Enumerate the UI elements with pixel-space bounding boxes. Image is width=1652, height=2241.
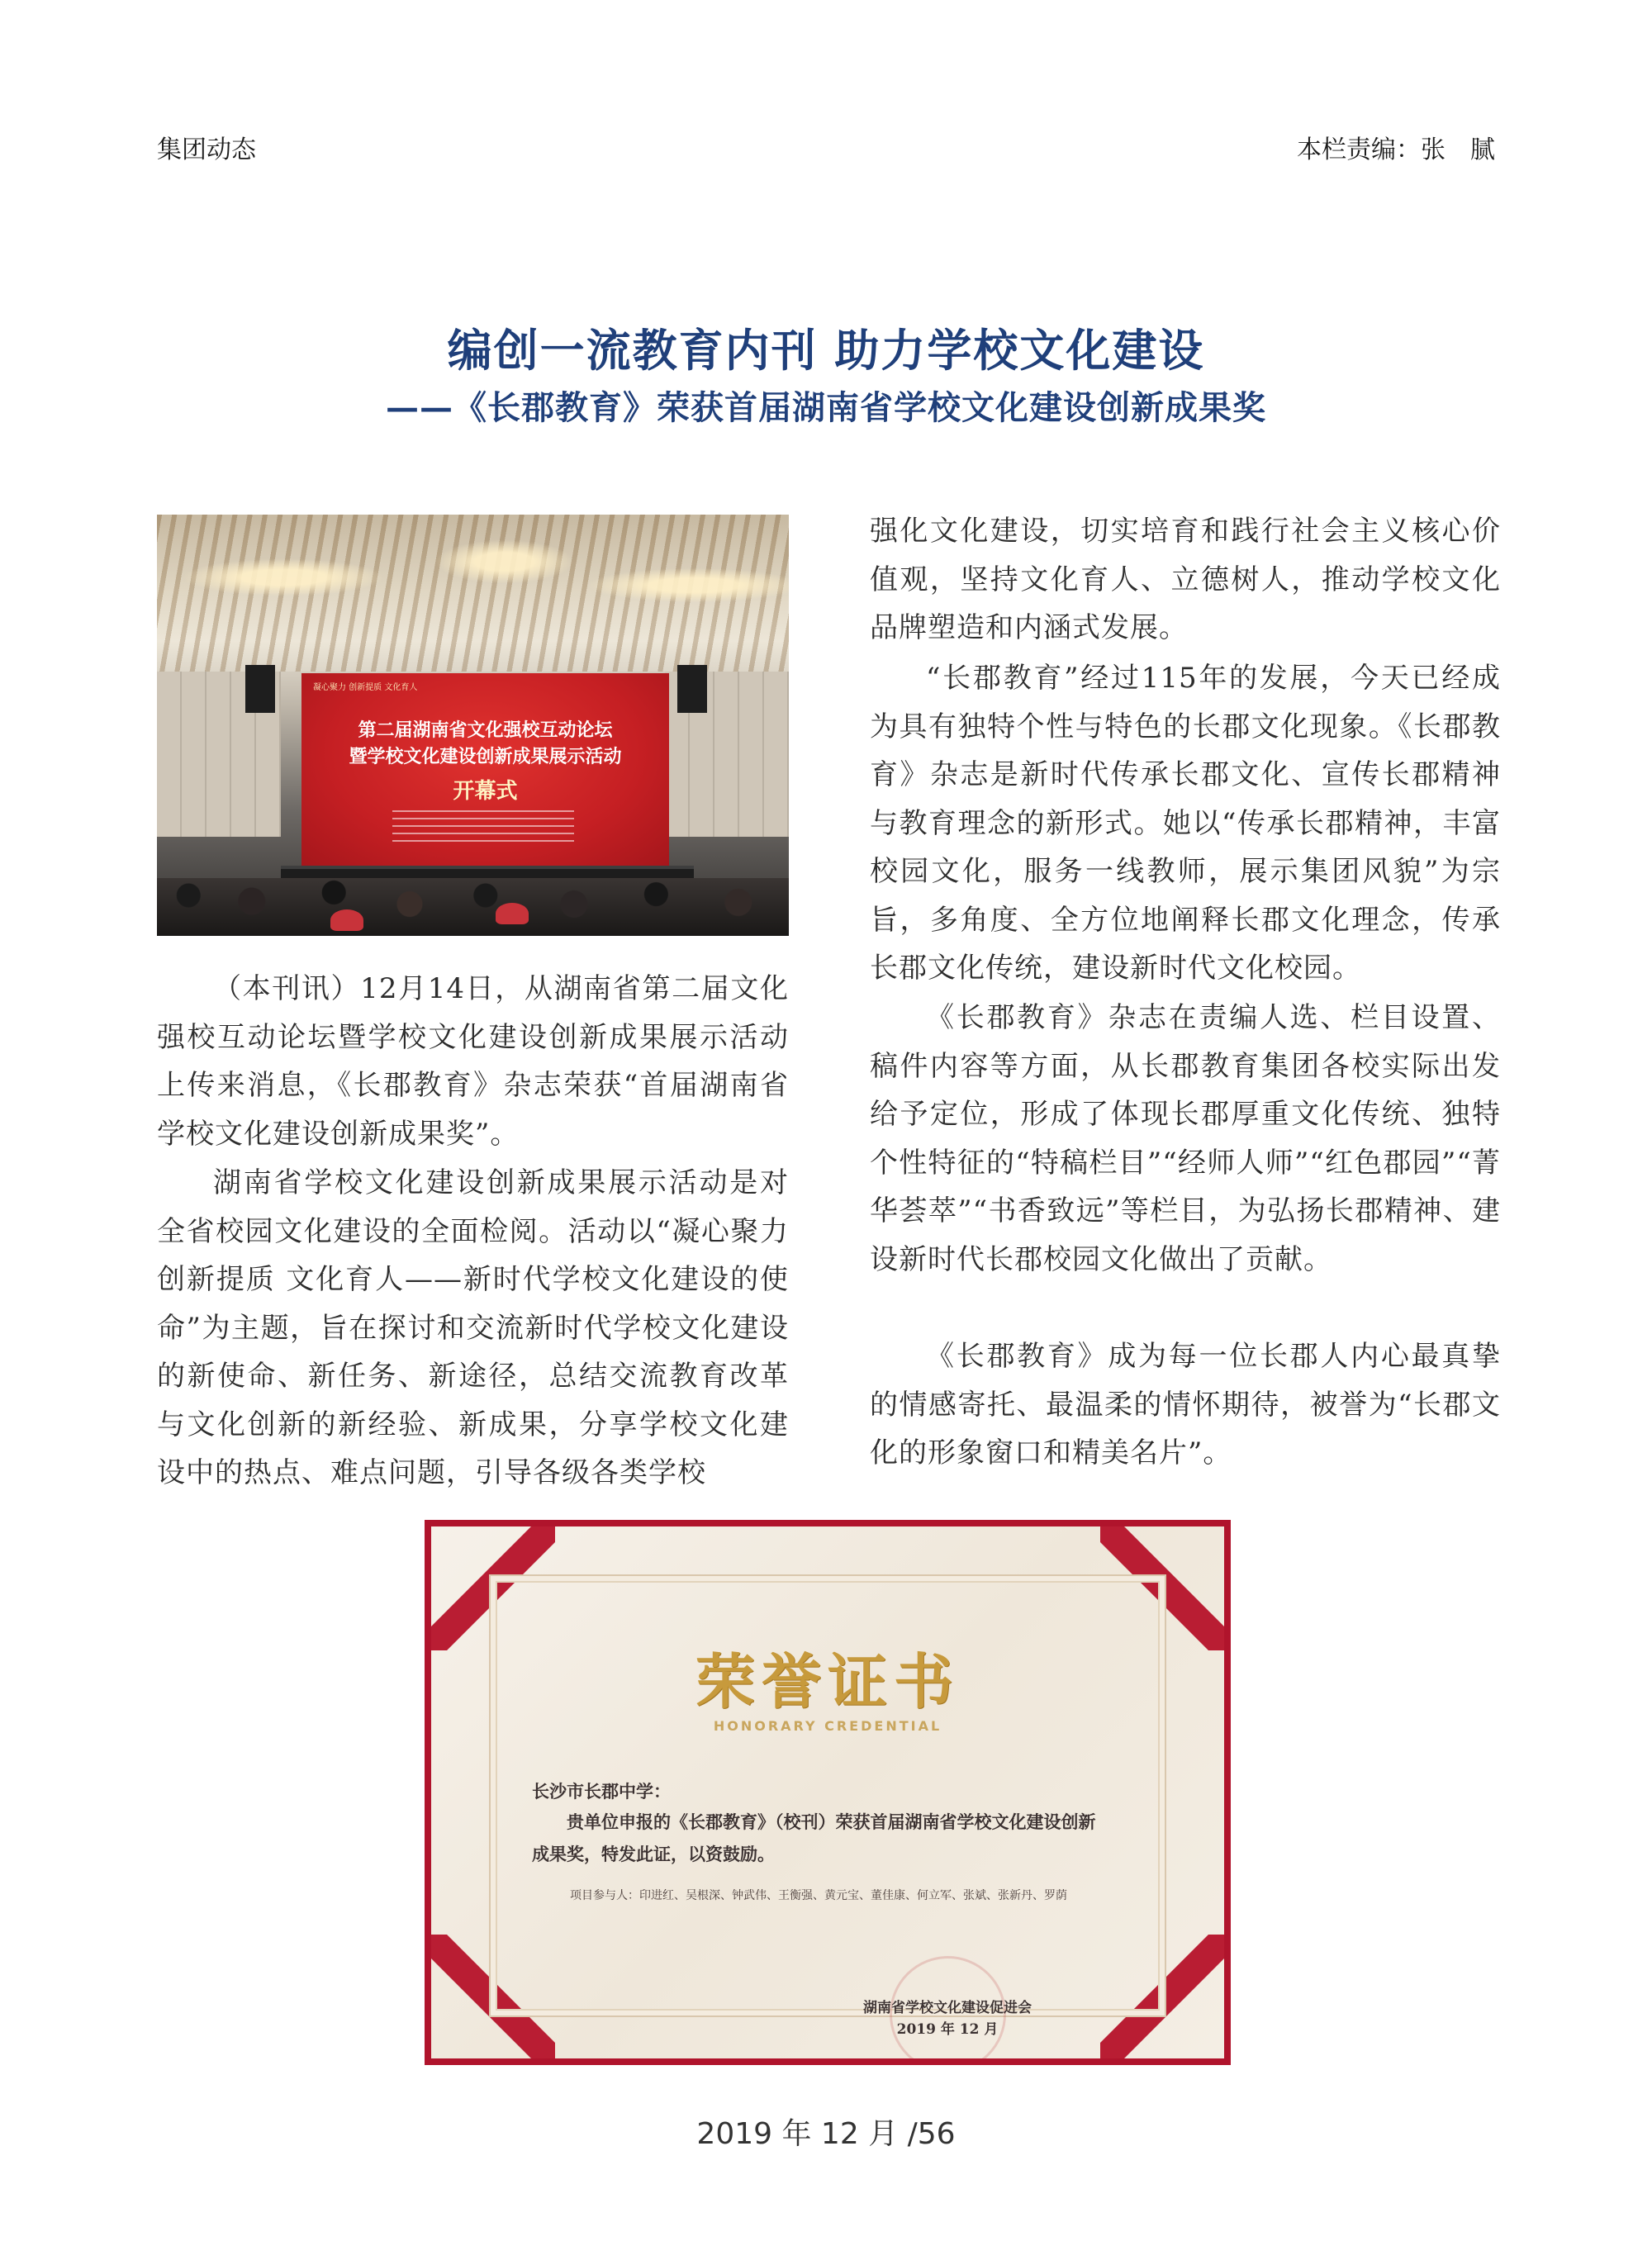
- certificate-title: 荣誉证书: [695, 1646, 960, 1716]
- certificate-paper: [431, 1526, 1224, 2058]
- certificate-subtitle: HONORARY CREDENTIAL: [713, 1718, 942, 1734]
- article-subtitle: ——《长郡教育》荣获首届湖南省学校文化建设创新成果奖: [386, 388, 1266, 427]
- speaker-left: [245, 665, 275, 713]
- speaker-right: [677, 665, 707, 713]
- screen-event-line1: 第二届湖南省文化强校互动论坛: [358, 720, 613, 741]
- paragraph-news-intro: （本刊讯）12月14日，从湖南省第二届文化强校互动论坛暨学校文化建设创新成果展示活动上传来消息，《长郡教育》杂志荣获“首届湖南省学校文化建设创新成果奖”。: [157, 972, 789, 1151]
- certificate-issuer: 湖南省学校文化建设促进会: [863, 2000, 1032, 2016]
- audience: [157, 878, 789, 936]
- article-title: 编创一流教育内刊 助力学校文化建设: [447, 324, 1205, 377]
- paragraph-columns: 《长郡教育》杂志在责编人选、栏目设置、稿件内容等方面，从长郡教育集团各校实际出发给予定位，形成了体现长郡厚重文化传统、独特个性特征的“特稿栏目”“经师人师”“红色郡园”“菁华荟萃”“书香致远”等栏目，为弘扬长郡精神、建设新时代长郡校园文化做出了贡献。: [870, 1001, 1501, 1276]
- audience-red-hat: [330, 909, 363, 931]
- screen-slogan: 凝心聚力 创新提质 文化育人: [313, 683, 418, 692]
- column-editor: 本栏责编：张 腻: [1297, 135, 1495, 164]
- audience-red-hat: [496, 903, 529, 924]
- conference-photo: [157, 515, 789, 936]
- screen-event-line2: 暨学校文化建设创新成果展示活动: [349, 747, 622, 767]
- honor-certificate: [425, 1520, 1231, 2065]
- paragraph-history: “长郡教育”经过115年的发展，今天已经成为具有独特个性与特色的长郡文化现象。《长郡教育》杂志是新时代传承长郡文化、宣传长郡精神与教育理念的新形式。她以“传承长郡精神，丰富校园文化，服务一线教师，展示集团风貌”为宗旨，多角度、全方位地阐释长郡文化理念，传承长郡文化传统，建设新时代文化校园。: [870, 662, 1501, 985]
- screen-fine-print: [392, 810, 574, 843]
- certificate-date: 2019 年 12 月: [896, 2021, 999, 2038]
- stage-screen: [301, 673, 669, 867]
- section-name: 集团动态: [157, 135, 256, 164]
- page-footer: 2019 年 12 月 /56: [696, 2117, 956, 2151]
- certificate-body: 贵单位申报的《长郡教育》（校刊）荣获首届湖南省学校文化建设创新成果奖，特发此证，以资鼓励。: [532, 1811, 1096, 1864]
- certificate-recipient: 长沙市长郡中学：: [532, 1781, 671, 1802]
- paragraph-conclusion: 《长郡教育》成为每一位长郡人内心最真挚的情感寄托、最温柔的情怀期待，被誉为“长郡文化的形象窗口和精美名片”。: [870, 1340, 1501, 1469]
- ceiling-lights: [157, 515, 789, 672]
- screen-opening: 开幕式: [453, 779, 518, 804]
- certificate-participants: 项目参与人：印进红、吴根深、钟武伟、王衡强、黄元宝、董佳康、何立军、张斌、张新丹、罗荫: [570, 1889, 1067, 1902]
- paragraph-continuation: 强化文化建设，切实培育和践行社会主义核心价值观，坚持文化育人、立德树人，推动学校文化品牌塑造和内涵式发展。: [870, 515, 1501, 644]
- paragraph-event-description: 湖南省学校文化建设创新成果展示活动是对全省校园文化建设的全面检阅。活动以“凝心聚力 创新提质 文化育人——新时代学校文化建设的使命”为主题，旨在探讨和交流新时代学校文化建设的新使命、新任务、新途径，总结交流教育改革与文化创新的新经验、新成果，分享学校文化建设中的热点、难点问题，引导各级各类学校: [157, 1166, 789, 1489]
